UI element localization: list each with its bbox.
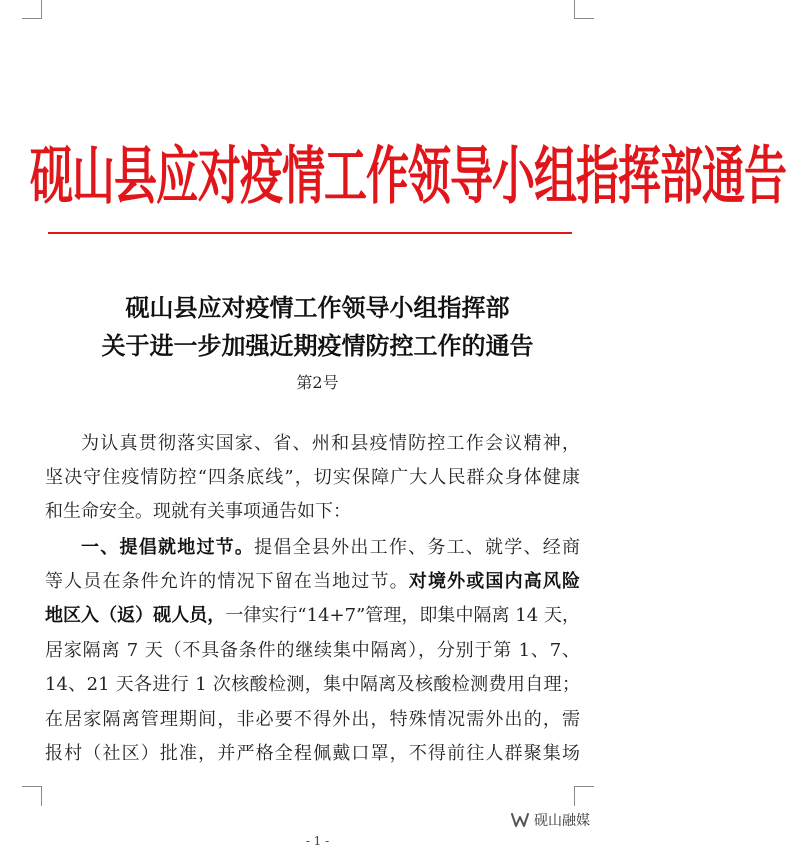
crop-mark-top-left-h [22, 18, 42, 19]
body-line: 为认真贯彻落实国家、省、州和县疫情防控工作会议精神， [81, 433, 580, 454]
emphasis-text: 对境外或国内高风险 [408, 571, 581, 592]
body-line: 14、21 天各进行 1 次核酸检测，集中隔离及核酸检测费用自理； [45, 674, 580, 695]
body-line: 报村（社区）批准，并严格全程佩戴口罩，不得前往人群聚集场 [45, 743, 580, 764]
crop-mark-bottom-right-h [574, 786, 594, 787]
body-line: 和生命安全。现就有关事项通告如下： [45, 501, 351, 522]
crop-mark-bottom-left-h [22, 786, 42, 787]
red-divider-line [48, 232, 572, 234]
body-line: 地区入（返）砚人员，一律实行“14+7”管理，即集中隔离 14 天， [45, 605, 580, 626]
body-line: 等人员在条件允许的情况下留在当地过节。对境外或国内高风险 [45, 571, 581, 592]
watermark-text: 砚山融媒 [534, 813, 590, 829]
body-line: 居家隔离 7 天（不具备条件的继续集中隔离），分别于第 1、7、 [45, 640, 580, 661]
page-number: - 1 - [305, 834, 330, 848]
body-line: 坚决守住疫情防控“四条底线”，切实保障广大人民群众身体健康 [45, 467, 580, 488]
wechat-channel-icon [510, 811, 530, 829]
body-line: 一、提倡就地过节。提倡全县外出工作、务工、就学、经商 [81, 537, 581, 558]
crop-mark-top-left-v [41, 0, 42, 18]
notice-title-line-2: 关于进一步加强近期疫情防控工作的通告 [101, 332, 534, 360]
crop-mark-top-right-v [574, 0, 575, 18]
red-header-banner: 砚山县应对疫情工作领导小组指挥部通告 [30, 140, 786, 214]
notice-title-line-1: 砚山县应对疫情工作领导小组指挥部 [125, 294, 510, 322]
crop-mark-bottom-left-v [41, 786, 42, 806]
section-heading: 一、提倡就地过节。 [81, 537, 255, 558]
source-watermark [510, 810, 590, 830]
crop-mark-top-right-h [574, 18, 594, 19]
emphasis-text: 地区入（返）砚人员， [45, 605, 226, 626]
body-line: 在居家隔离管理期间，非必要不得外出，特殊情况需外出的，需 [45, 709, 580, 730]
crop-mark-bottom-right-v [574, 786, 575, 806]
document-number: 第2号 [296, 373, 339, 392]
